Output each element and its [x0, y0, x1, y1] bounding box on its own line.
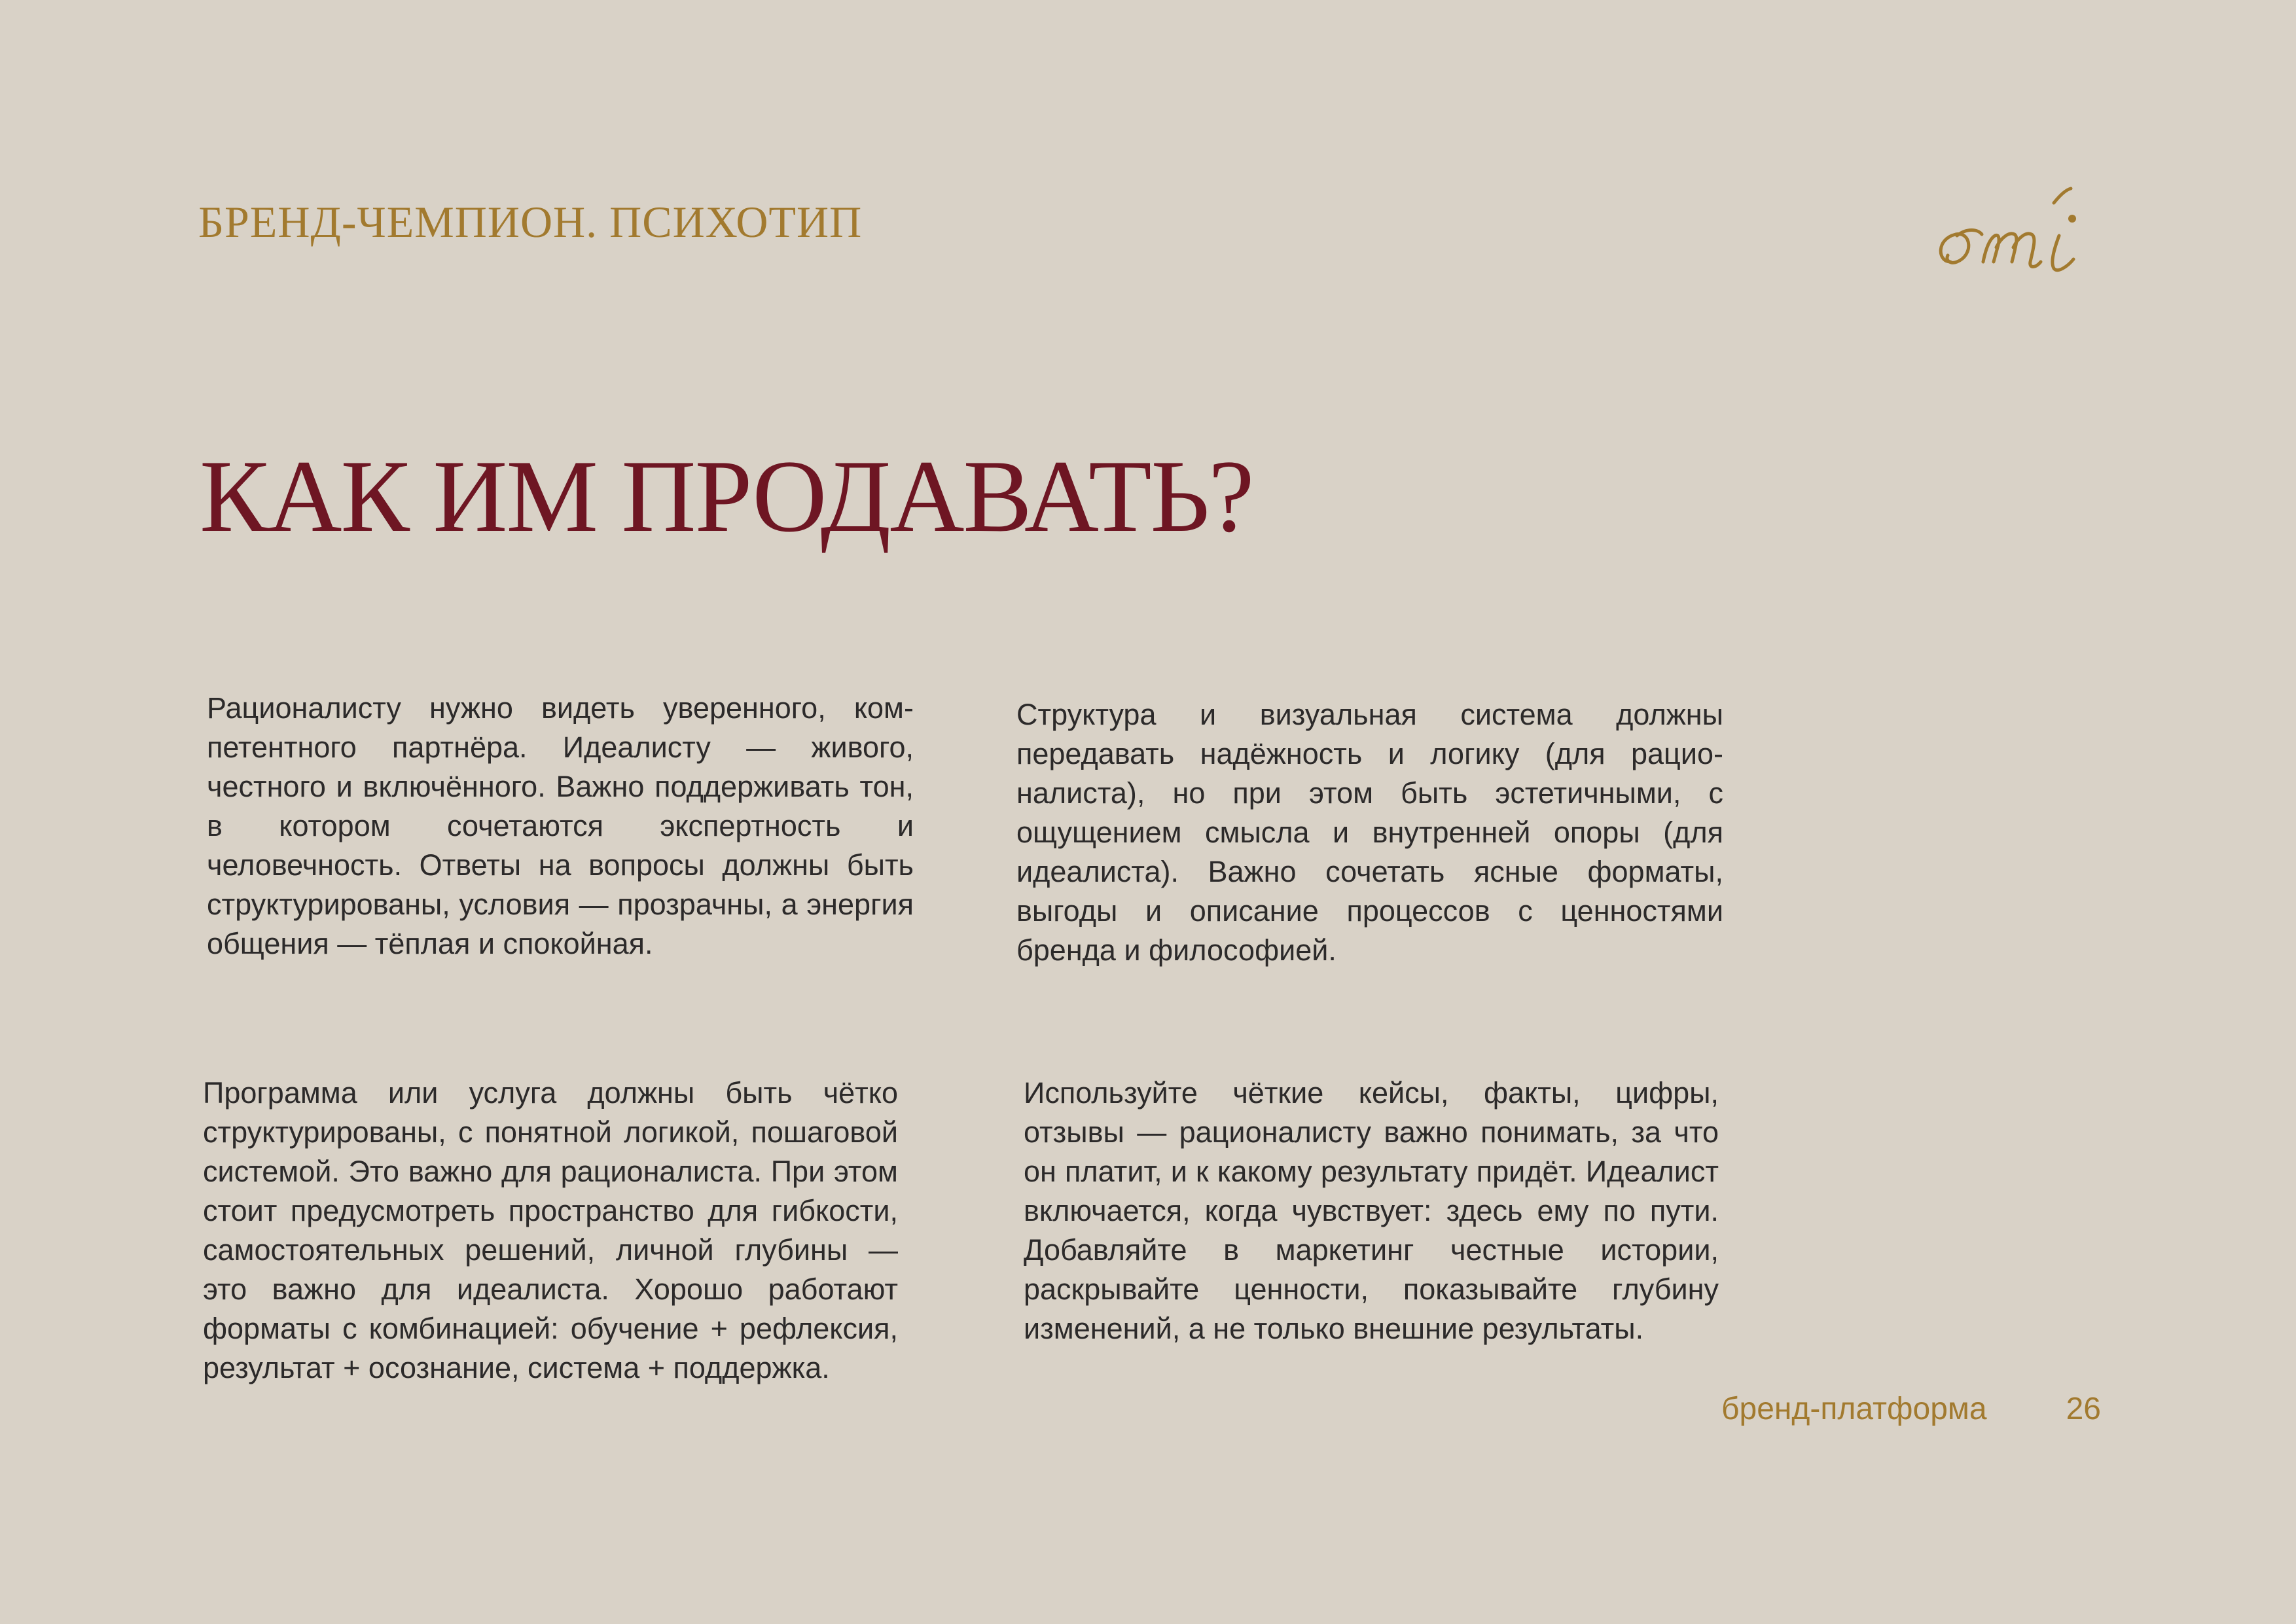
- page-footer: [1721, 1391, 2101, 1427]
- page-number: 26: [2066, 1392, 2101, 1426]
- footer-label: бренд-платформа: [1721, 1392, 1987, 1426]
- paragraph-structure-visuals: Структура и визуальная система должны передавать надёжность и логику (для рационалиста), но при этом быть эстетичными, с ощущением смысла и внутренней опоры (для идеалиста). Важно сочетать ясные форматы, выгоды и описание процессов с ценностями бренда и философией.: [1016, 698, 1723, 967]
- omi-logo: [1931, 164, 2101, 295]
- paragraph-cases-marketing: Используйте чёткие кейсы, факты, цифры, отзывы — рационалисту важно понимать, за что он платит, и к какому результату придёт. Идеалист включается, когда чувствует: здесь ему по пути. Добавляйте в маркетинг честные истории, раскрывайте ценности, показывайте глубину изменений, а не только внешние результаты.: [1024, 1076, 1719, 1345]
- page-title: КАК ИМ ПРОДАВАТЬ?: [200, 439, 1253, 554]
- section-label: БРЕНД-ЧЕМПИОН. ПСИХОТИП: [198, 197, 863, 247]
- paragraph-program-service: Программа или услуга должны быть чётко структурированы, с понятной логикой, пошаговой системой. Это важно для рационалиста. При этом стоит предусмотреть пространство для гибкости, самостоятельных решений, личной глубины — это важно для идеалиста. Хорошо работают форматы с комбинацией: обучение + рефлексия, результат + осознание, система + поддержка.: [203, 1076, 898, 1384]
- paragraph-communication: Рационалисту нужно видеть уверенного, компетентного партнёра. Идеалисту — живого, честного и включённого. Важно поддерживать тон, в котором сочетаются экспертность и человечность. Ответы на вопросы должны быть структурированы, условия — прозрачны, а энергия общения — тёплая и спокойная.: [207, 691, 914, 960]
